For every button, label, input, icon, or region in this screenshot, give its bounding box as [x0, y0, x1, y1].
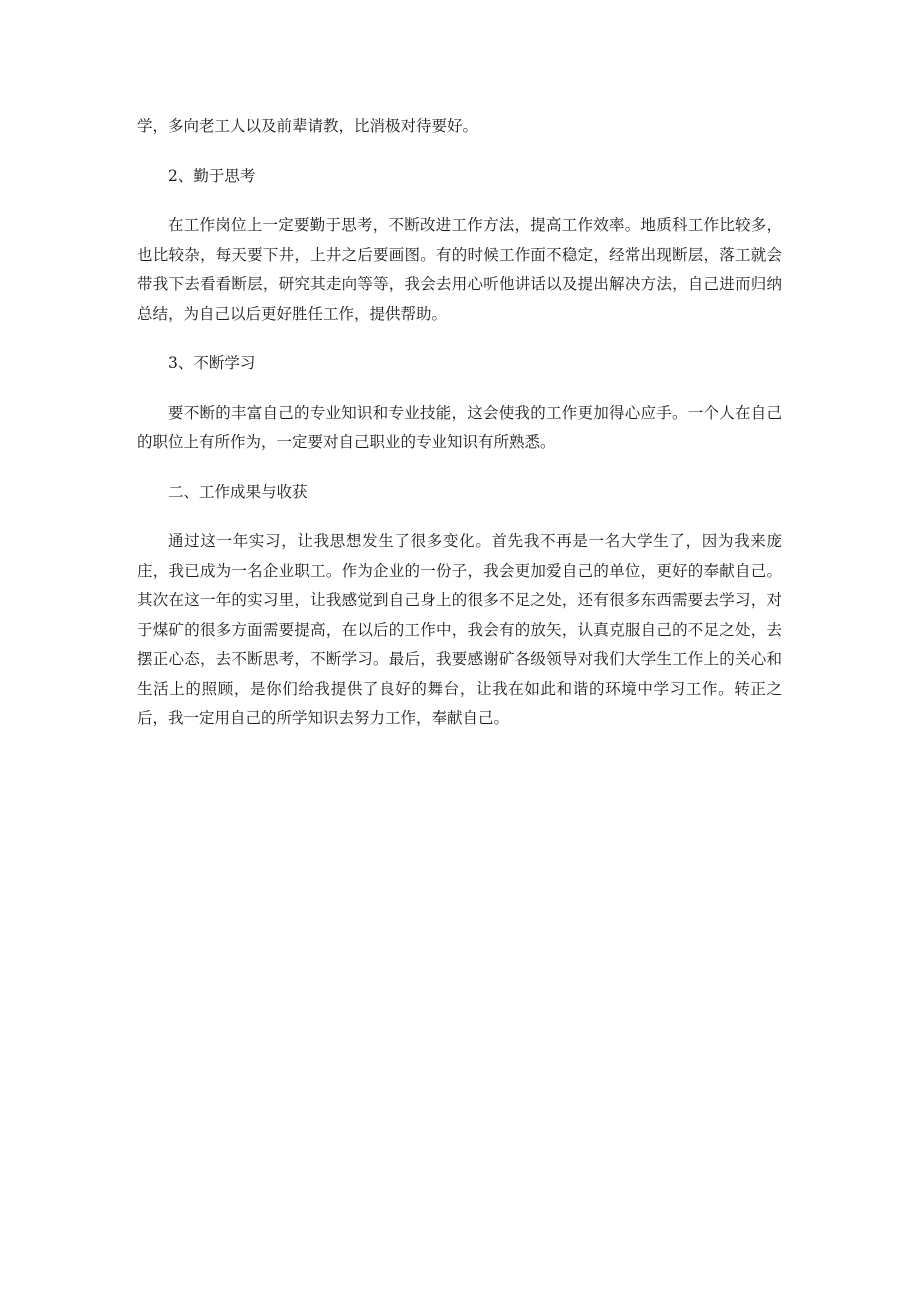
paragraph-learning: 要不断的丰富自己的专业知识和专业技能，这会使我的工作更加得心应手。一个人在自己的职位上有所作为，一定要对自己职业的专业知识有所熟悉。 — [137, 403, 782, 451]
paragraph-thinking: 在工作岗位上一定要勤于思考，不断改进工作方法，提高工作效率。地质科工作比较多，也比较杂，每天要下井，上井之后要画图。有的时候工作面不稳定，经常出现断层，落工就会带我下去看看断层，研究其走向等等，我会去用心听他讲话以及提出解决方法，自己进而归纳总结，为自己以后更好胜任工作，提供帮助。 — [137, 216, 782, 323]
heading-continuous-learning: 3、不断学习 — [168, 354, 256, 372]
heading-achievements: 二、工作成果与收获 — [168, 482, 308, 501]
document-body — [137, 112, 782, 754]
paragraph-achievements: 通过这一年实习，让我思想发生了很多变化。首先我不再是一名大学生了，因为我来庞庄，我已成为一名企业职工。作为企业的一份子，我会更加爱自己的单位，更好的奉献自己。其次在这一年的实习里，让我感觉到自己身上的很多不足之处，还有很多东西需要去学习，对于煤矿的很多方面需要提高，在以后的工作中，我会有的放矢，认真克服自己的不足之处，去摆正心态，去不断思考，不断学习。最后，我要感谢矿各级领导对我们大学生工作上的关心和生活上的照顾，是你们给我提供了良好的舞台，让我在如此和谐的环境中学习工作。转正之后，我一定用自己的所学知识去努力工作，奉献自己。 — [137, 532, 782, 727]
heading-diligent-thinking: 2、勤于思考 — [168, 166, 256, 185]
paragraph-continuation: 学，多向老工人以及前辈请教，比消极对待要好。 — [137, 117, 479, 135]
